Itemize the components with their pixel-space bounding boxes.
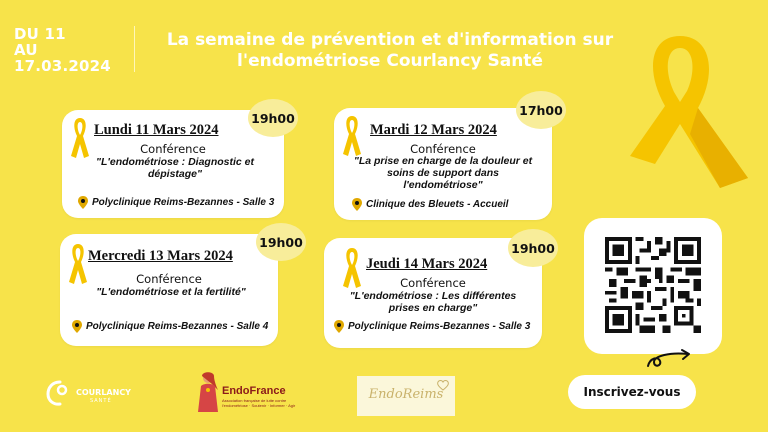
date-line-start: DU 11 [14, 25, 66, 43]
awareness-ribbon-icon [610, 16, 760, 191]
event-card-tuesday [334, 108, 552, 220]
event-type: Conférence [140, 142, 206, 156]
event-day: Mercredi 13 Mars 2024 [88, 248, 233, 264]
event-time-badge: 19h00 [508, 229, 558, 267]
event-day: Mardi 12 Mars 2024 [370, 122, 497, 138]
event-subject: "L'endométriose et la fertilité" [96, 286, 246, 298]
qr-code[interactable] [605, 237, 701, 333]
title-line-2: l'endométriose Courlancy Santé [237, 51, 543, 71]
header-divider [134, 26, 135, 72]
event-location-text: Polyclinique Reims-Bezannes - Salle 3 [348, 321, 531, 332]
event-location-text: Polyclinique Reims-Bezannes - Salle 4 [86, 321, 269, 332]
event-location-text: Polyclinique Reims-Bezannes - Salle 3 [92, 197, 275, 208]
date-line-separator: AU [14, 41, 38, 59]
event-time-badge: 19h00 [248, 99, 298, 137]
date-range [14, 26, 111, 74]
qr-code-card[interactable] [584, 218, 722, 354]
event-location [72, 320, 268, 333]
courlancy-logo-sub: SANTÉ [90, 398, 112, 404]
page-title [150, 30, 630, 72]
location-pin-icon [334, 320, 344, 333]
location-pin-icon [352, 198, 362, 211]
title-line-1: La semaine de prévention et d'information sur [166, 30, 614, 50]
courlancy-logo [44, 372, 134, 412]
courlancy-logo-name: COURLANCY [76, 388, 131, 397]
endofrance-logo-name: EndoFrance [222, 385, 286, 397]
event-day: Lundi 11 Mars 2024 [94, 122, 219, 138]
date-line-end: 17.03.2024 [14, 57, 111, 75]
event-time-badge: 19h00 [256, 223, 306, 261]
register-button[interactable]: Inscrivez-vous [568, 375, 696, 409]
event-location [334, 320, 530, 333]
event-location [352, 198, 508, 211]
endofrance-logo-tagline: Association française de lutte contre l'endométriose · Soutenir · Informer · Agir [222, 398, 296, 408]
event-card-wednesday [60, 234, 278, 346]
event-subject: "L'endométriose : Diagnostic et dépistage" [96, 156, 254, 180]
endofrance-figure-icon [196, 370, 220, 414]
endoreims-logo [357, 376, 455, 416]
event-type: Conférence [410, 142, 476, 156]
courlancy-emblem-icon [44, 378, 74, 408]
event-subject: "La prise en charge de la douleur et soins de support dans l'endométriose" [353, 155, 533, 191]
event-day: Jeudi 14 Mars 2024 [366, 256, 488, 272]
endoreims-logo-name: EndoReims [368, 387, 444, 402]
event-location-text: Clinique des Bleuets - Accueil [366, 199, 509, 210]
heart-icon [437, 380, 449, 391]
event-time-badge: 17h00 [516, 91, 566, 129]
event-location [78, 196, 274, 209]
event-type: Conférence [136, 272, 202, 286]
event-type: Conférence [400, 276, 466, 290]
endofrance-logo [196, 370, 306, 416]
event-subject: "L'endométriose : Les différentes prises en charge" [349, 290, 517, 314]
curly-arrow-icon [644, 346, 694, 372]
location-pin-icon [72, 320, 82, 333]
location-pin-icon [78, 196, 88, 209]
